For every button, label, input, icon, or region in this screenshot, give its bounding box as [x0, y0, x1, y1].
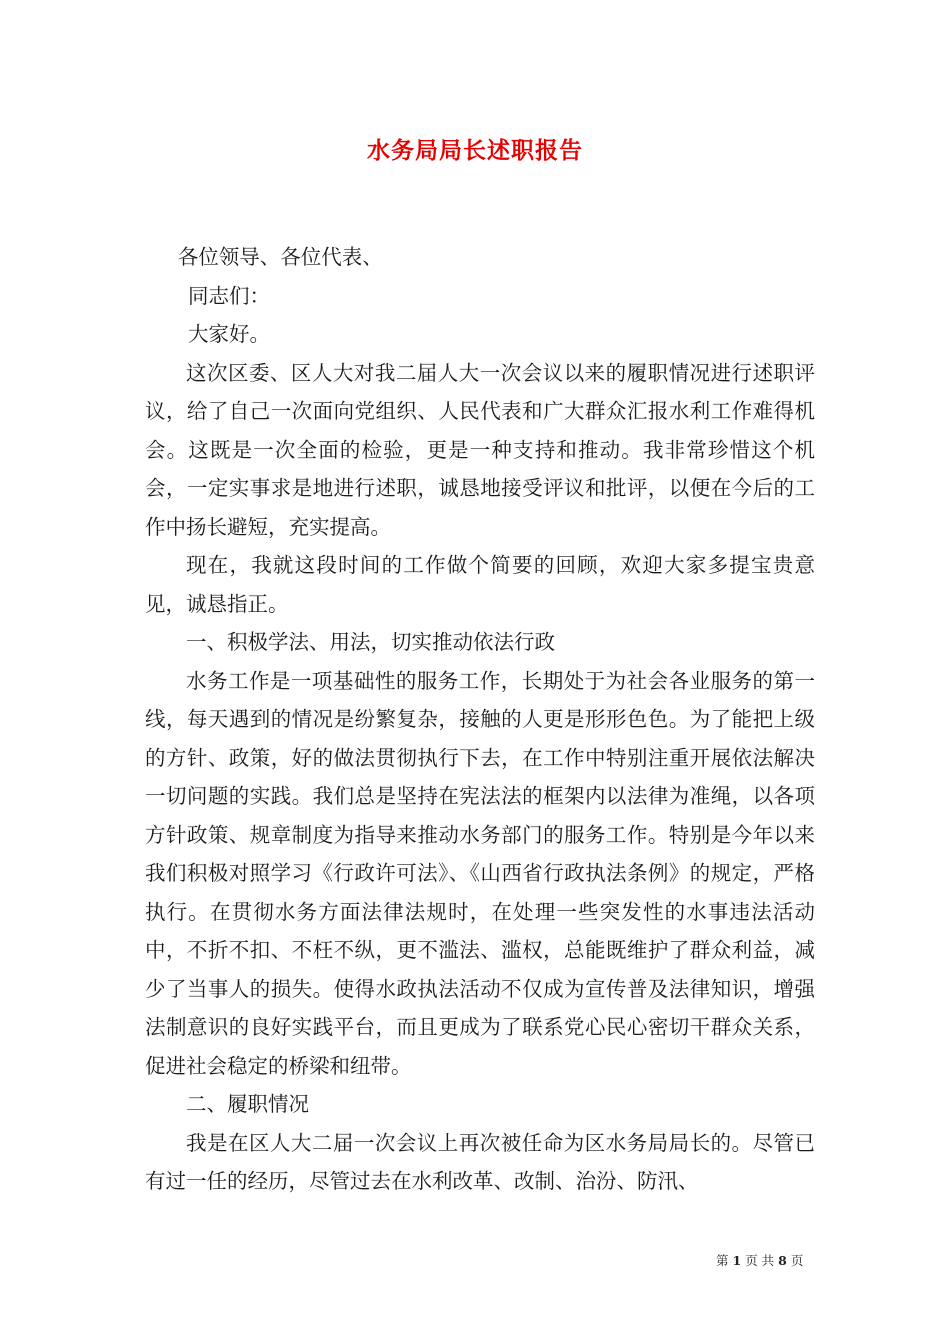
footer-prefix: 第	[716, 1253, 729, 1268]
body-paragraph: 现在，我就这段时间的工作做个简要的回顾，欢迎大家多提宝贵意见，诚恳指正。	[145, 553, 815, 616]
section-heading: 一、积极学法、用法，切实推动依法行政	[186, 630, 555, 654]
page-number-footer	[716, 1251, 803, 1269]
footer-middle: 页 共	[745, 1253, 775, 1268]
document-title: 水务局局长述职报告	[367, 137, 583, 164]
footer-suffix: 页	[790, 1253, 804, 1268]
footer-current-page: 1	[732, 1253, 742, 1268]
section-heading: 二、履职情况	[186, 1092, 309, 1116]
body-paragraph: 这次区委、区人大对我二届人大一次会议以来的履职情况进行述职评议，给了自己一次面向党组织、人民代表和广大群众汇报水利工作难得机会。这既是一次全面的检验，更是一种支持和推动。我非常珍惜这个机会，一定实事求是地进行述职，诚恳地接受评议和批评，以便在今后的工作中扬长避短，充实提高。	[145, 360, 815, 539]
document-body	[145, 238, 815, 1201]
greeting-paragraph: 大家好。	[188, 322, 271, 346]
body-paragraph: 我是在区人大二届一次会议上再次被任命为区水务局局长的。尽管已有过一任的经历，尽管过去在水利改革、改制、治汾、防汛、	[145, 1130, 815, 1193]
body-paragraph: 水务工作是一项基础性的服务工作，长期处于为社会各业服务的第一线，每天遇到的情况是纷繁复杂，接触的人更是形形色色。为了能把上级的方针、政策，好的做法贯彻执行下去，在工作中特别注重开展依法解决一切问题的实践。我们总是坚持在宪法法的框架内以法律为准绳，以各项方针政策、规章制度为指导来推动水务部门的服务工作。特别是今年以来我们积极对照学习《行政许可法》、《山西省行政执法条例》的规定，严格执行。在贯彻水务方面法律法规时，在处理一些突发性的水事违法活动中，不折不扣、不枉不纵，更不滥法、滥权，总能既维护了群众利益，减少了当事人的损失。使得水政执法活动不仅成为宣传普及法律知识，增强法制意识的良好实践平台，而且更成为了联系党心民心密切干群众关系，促进社会稳定的桥梁和纽带。	[145, 668, 815, 1078]
address-paragraph: 同志们：	[188, 283, 271, 308]
salutation-paragraph: 各位领导、各位代表、	[177, 245, 383, 269]
footer-total-pages: 8	[778, 1253, 787, 1268]
